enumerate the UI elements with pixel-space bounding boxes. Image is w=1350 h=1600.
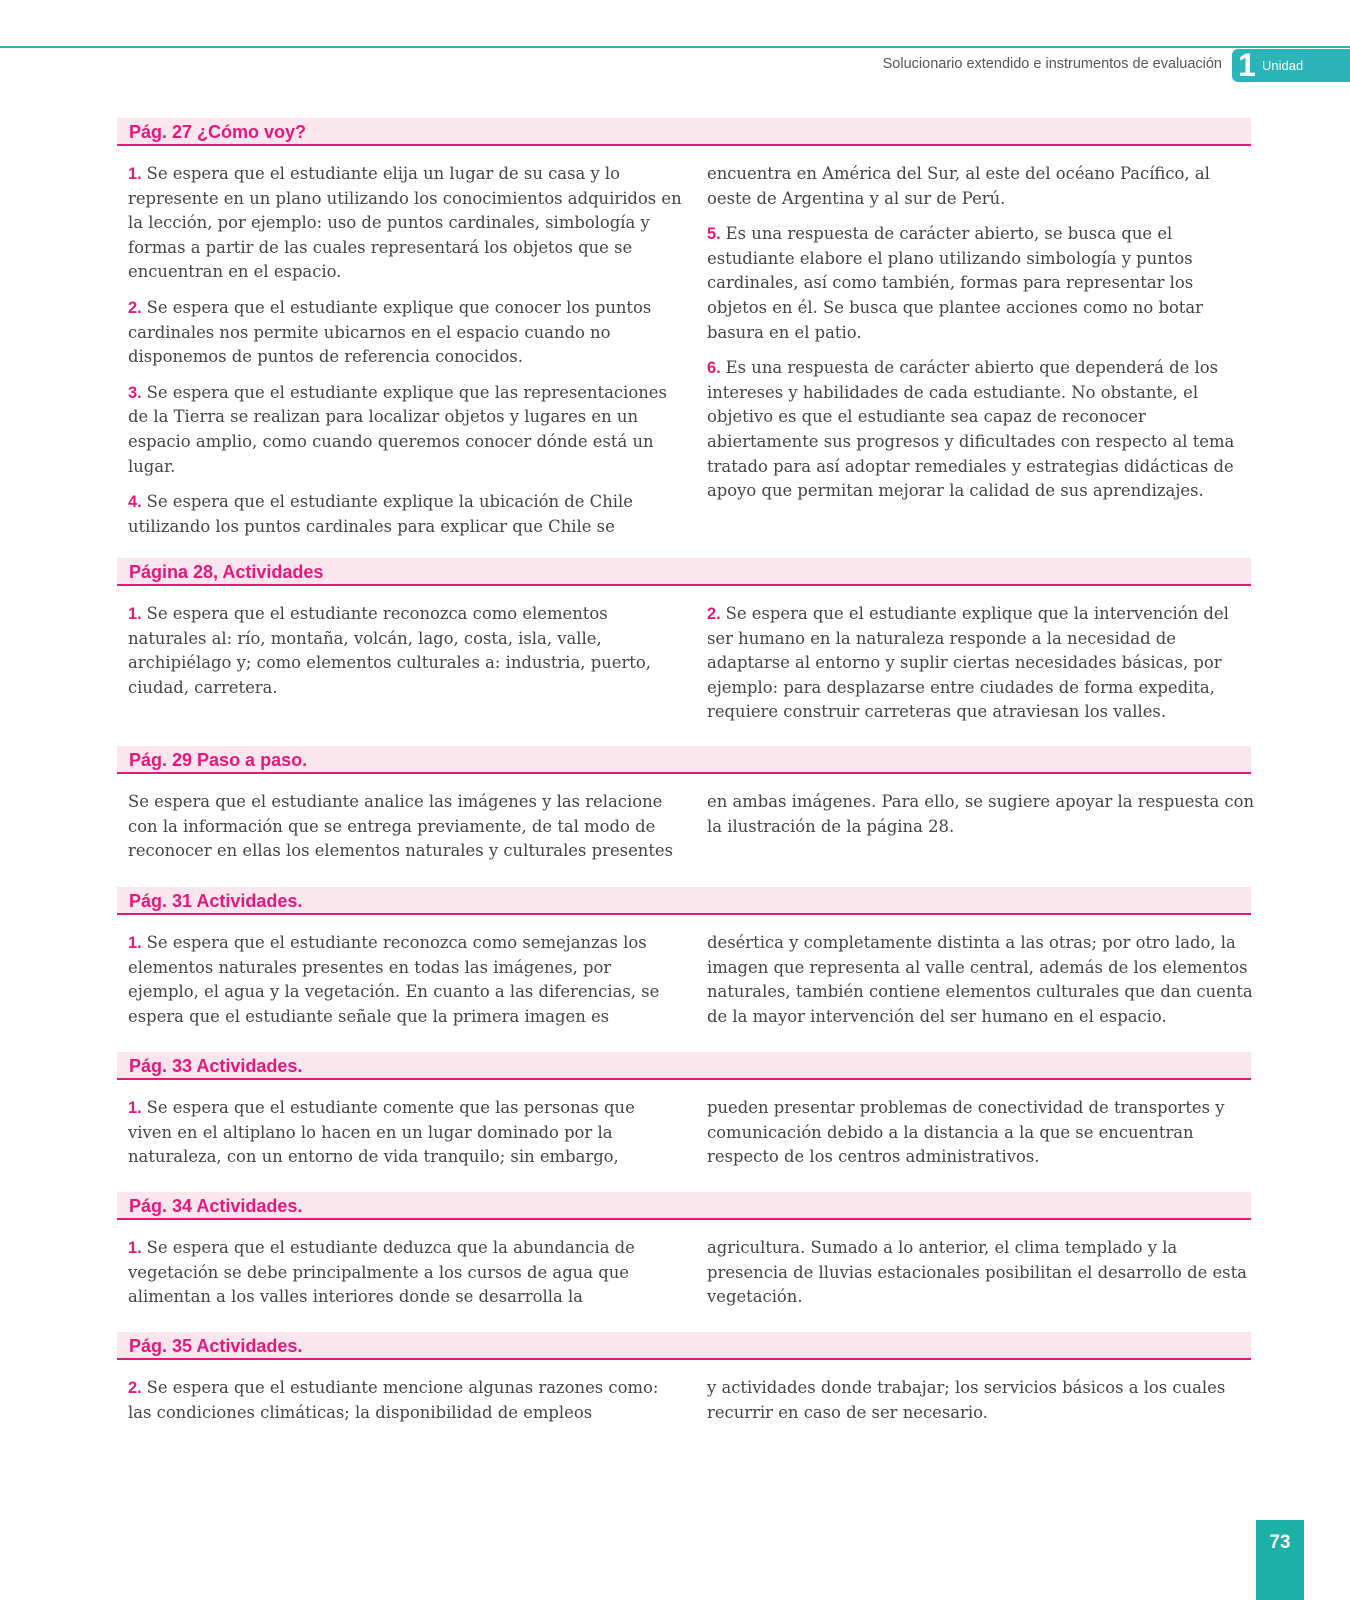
answer-text: Se espera que el estudiante explique que la intervención del ser humano en la naturaleza responde a la necesidad de adaptarse al entorno y suplir ciertas necesidades básicas, por ejemplo: para desplazarse entre ciudades de forma expedita, requiere construir carreteras que atraviesan los valles.	[707, 604, 1229, 722]
section-heading: Pág. 33 Actividades.	[117, 1052, 1251, 1080]
section-heading: Página 28, Actividades	[117, 558, 1251, 586]
text-column-left	[128, 1376, 683, 1436]
page-number: 73	[1256, 1520, 1304, 1600]
answer-number: 1.	[128, 165, 142, 183]
answer-paragraph	[707, 222, 1255, 345]
text-column-left	[128, 162, 683, 550]
text-column-right	[707, 1236, 1255, 1321]
answer-number: 2.	[707, 605, 721, 623]
text-column-right	[707, 1376, 1255, 1436]
answer-paragraph	[707, 162, 1255, 211]
answer-text: encuentra en América del Sur, al este del océano Pacífico, al oeste de Argentina y al sur de Perú.	[707, 164, 1210, 208]
answer-paragraph	[128, 931, 683, 1029]
answer-paragraph	[128, 490, 683, 539]
answer-section	[117, 118, 1251, 536]
answer-section	[117, 746, 1255, 861]
text-column-right	[707, 162, 1255, 515]
answer-paragraph	[707, 931, 1255, 1029]
unit-number: 1	[1238, 47, 1256, 83]
text-column-right	[707, 1096, 1255, 1181]
unit-tab	[1232, 49, 1350, 82]
answer-paragraph	[128, 296, 683, 370]
answer-section	[117, 887, 1253, 1026]
answer-number: 1.	[128, 1239, 142, 1257]
text-column-right	[707, 790, 1255, 850]
answer-paragraph	[707, 356, 1255, 504]
answer-number: 3.	[128, 383, 142, 402]
answer-section	[117, 1332, 1251, 1422]
answer-paragraph	[128, 1236, 683, 1310]
answer-text: Se espera que el estudiante analice las imágenes y las relacione con la información que se entrega previamente, de tal modo de reconocer en ellas los elementos naturales y culturales presentes	[128, 792, 674, 861]
text-column-right	[707, 602, 1255, 736]
text-column-left	[128, 931, 683, 1040]
answer-text: agricultura. Sumado a lo anterior, el clima templado y la presencia de lluvias estacionales posibilitan el desarrollo de esta vegetación.	[707, 1238, 1247, 1307]
answer-number: 2.	[128, 1379, 142, 1397]
answer-text: Se espera que el estudiante mencione algunas razones como: las condiciones climáticas; la disponibilidad de empleos	[128, 1378, 659, 1422]
answer-section	[117, 1192, 1251, 1307]
answer-number: 1.	[128, 605, 142, 623]
text-column-right	[707, 931, 1255, 1040]
answer-number: 2.	[128, 298, 142, 317]
answer-paragraph	[707, 1096, 1255, 1170]
answer-text: Se espera que el estudiante comente que las personas que viven en el altiplano lo hacen en un lugar dominado por la naturaleza, con un entorno de vida tranquilo; sin embargo,	[128, 1098, 635, 1167]
answer-text: Es una respuesta de carácter abierto, se busca que el estudiante elabore el plano utilizando simbología y puntos cardinales, así como también, formas para representar los objetos en él. Se busca que plantee acciones como no botar basura en el patio.	[707, 224, 1204, 342]
text-column-left	[128, 790, 683, 875]
answer-paragraph	[128, 602, 683, 700]
answer-paragraph	[128, 162, 683, 285]
answer-number: 6.	[707, 359, 721, 378]
text-column-left	[128, 602, 683, 711]
section-heading: Pág. 34 Actividades.	[117, 1192, 1251, 1220]
answer-paragraph	[128, 790, 683, 864]
answer-text: Es una respuesta de carácter abierto que dependerá de los intereses y habilidades de cada estudiante. No obstante, el objetivo es que el estudiante sea capaz de reconocer abiertamente sus progresos y dificultades con respecto al tema tratado para así adoptar remediales y estrategias didácticas de apoyo que permitan mejorar la calidad de sus aprendizajes.	[707, 358, 1235, 501]
section-heading: Pág. 35 Actividades.	[117, 1332, 1251, 1360]
answer-paragraph	[707, 1376, 1255, 1425]
answer-paragraph	[128, 1376, 683, 1425]
answer-text: Se espera que el estudiante explique la ubicación de Chile utilizando los puntos cardinales para explicar que Chile se	[128, 492, 633, 536]
answer-text: desértica y completamente distinta a las otras; por otro lado, la imagen que representa al valle central, además de los elementos naturales, también contiene elementos culturales que dan cuenta de la mayor intervención del ser humano en el espacio.	[707, 933, 1253, 1026]
section-heading: Pág. 27 ¿Cómo voy?	[117, 118, 1251, 146]
answer-paragraph	[128, 381, 683, 479]
answer-number: 4.	[128, 493, 142, 512]
answer-text: en ambas imágenes. Para ello, se sugiere apoyar la respuesta con la ilustración de la página 28.	[707, 792, 1255, 836]
answer-section	[117, 558, 1251, 722]
unit-label: Unidad	[1262, 58, 1304, 73]
answer-text: Se espera que el estudiante explique que las representaciones de la Tierra se realizan para localizar objetos y lugares en un espacio amplio, como cuando queremos conocer dónde está un lugar.	[128, 382, 667, 476]
answer-text: Se espera que el estudiante reconozca como semejanzas los elementos naturales presentes en todas las imágenes, por ejemplo, el agua y la vegetación. En cuanto a las diferencias, se espera que el estudiante señale que la primera imagen es	[128, 933, 660, 1026]
answer-number: 1.	[128, 934, 142, 952]
answer-paragraph	[128, 1096, 683, 1170]
header-rule	[0, 46, 1350, 48]
answer-text: pueden presentar problemas de conectividad de transportes y comunicación debido a la distancia a la que se encuentran respecto de los centros administrativos.	[707, 1098, 1225, 1167]
text-column-left	[128, 1236, 683, 1321]
answer-section	[117, 1052, 1251, 1167]
text-column-left	[128, 1096, 683, 1181]
answer-paragraph	[707, 790, 1255, 839]
answer-text: y actividades donde trabajar; los servicios básicos a los cuales recurrir en caso de ser necesario.	[707, 1378, 1226, 1422]
answer-text: Se espera que el estudiante reconozca como elementos naturales al: río, montaña, volcán, lago, costa, isla, valle, archipiélago y; como elementos culturales a: industria, puerto, ciudad, carretera.	[128, 604, 651, 697]
answer-number: 1.	[128, 1099, 142, 1117]
section-heading: Pág. 29 Paso a paso.	[117, 746, 1251, 774]
section-heading: Pág. 31 Actividades.	[117, 887, 1251, 915]
running-header-title: Solucionario extendido e instrumentos de evaluación	[882, 56, 1222, 72]
answer-paragraph	[707, 602, 1255, 725]
answer-number: 5.	[707, 225, 721, 244]
answer-paragraph	[707, 1236, 1255, 1310]
answer-text: Se espera que el estudiante deduzca que la abundancia de vegetación se debe principalmente a los cursos de agua que alimentan a los valles interiores donde se desarrolla la	[128, 1238, 635, 1307]
answer-text: Se espera que el estudiante elija un lugar de su casa y lo represente en un plano utilizando los conocimientos adquiridos en la lección, por ejemplo: uso de puntos cardinales, simbología y formas a partir de las cuales representará los objetos que se encuentran en el espacio.	[128, 164, 682, 282]
answer-text: Se espera que el estudiante explique que conocer los puntos cardinales nos permite ubicarnos en el espacio cuando no disponemos de puntos de referencia conocidos.	[128, 297, 652, 367]
